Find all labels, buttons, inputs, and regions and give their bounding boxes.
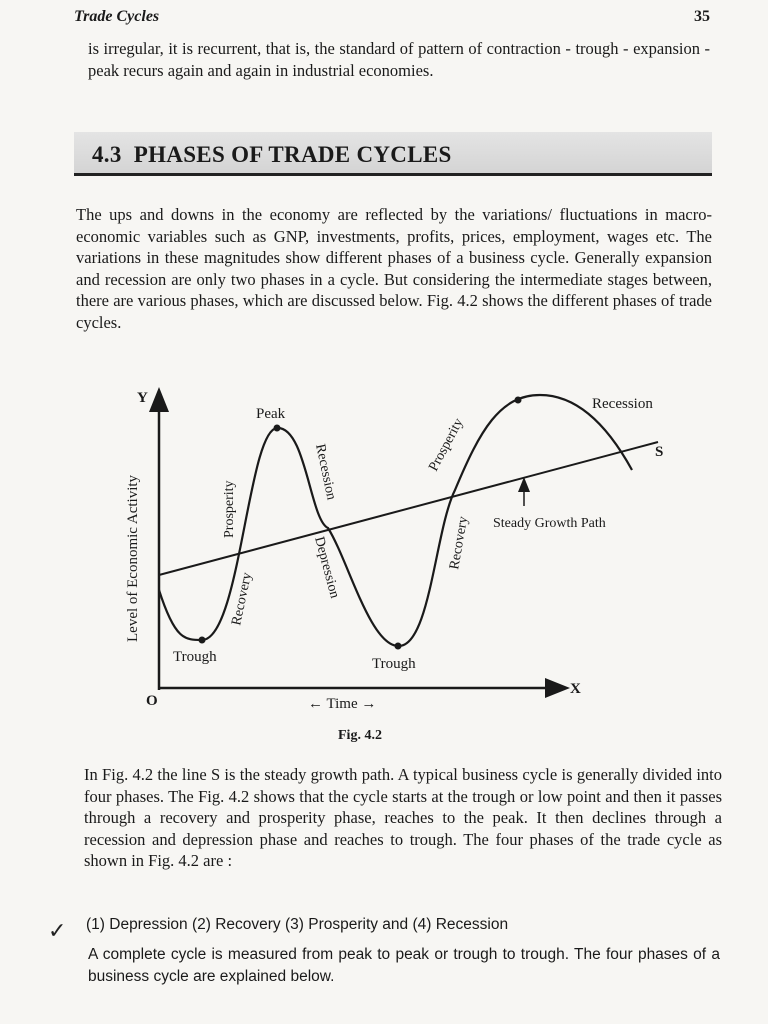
figure-caption: Fig. 4.2 — [338, 728, 382, 743]
peak-point — [274, 425, 281, 432]
trend-line-letter: S — [655, 444, 664, 460]
trough-mid-label: Trough — [372, 656, 416, 672]
check-mark-icon: ✓ — [48, 918, 67, 943]
trend-line-label: Steady Growth Path — [493, 516, 606, 531]
trough-point-left — [199, 637, 206, 644]
peak-point-right — [515, 397, 522, 404]
final-paragraph: A complete cycle is measured from peak to peak or trough to trough. The four phases of a business cycle are explained below. — [88, 946, 720, 985]
x-axis-letter: X — [570, 681, 581, 697]
intro-paragraph: is irregular, it is recurrent, that is, the standard of pattern of contraction - trough - expansion - peak recurs again and again in industrial economies. — [88, 39, 710, 80]
phases-paragraph: The ups and downs in the economy are reflected by the variations/ fluctuations in macro-economic variables such as GNP, investments, profits, prices, employment, wages etc. The variations in these magnitudes show different phases of a business cycle. Generally expansion and recession are only two phases in a cycle. But considering the intermediate stages between, there are various phases, which are discussed below. Fig. 4.2 shows the different phases of trade cycles. — [76, 205, 712, 332]
section-number: 4.3 — [92, 142, 122, 167]
running-title: Trade Cycles — [74, 8, 160, 25]
y-axis-label: Level of Economic Activity — [125, 474, 141, 642]
recovery-left-label: Recovery — [229, 571, 256, 627]
section-title: PHASES OF TRADE CYCLES — [133, 142, 452, 167]
depression-mid-label: Depression — [311, 535, 342, 600]
page-number: 35 — [694, 8, 710, 25]
trough-left-label: Trough — [173, 649, 217, 665]
origin-label: O — [146, 693, 158, 709]
recovery-right-label: Recovery — [447, 515, 472, 571]
peak-label: Peak — [256, 406, 286, 422]
x-axis-label: ← Time → — [308, 696, 377, 712]
y-axis-letter: Y — [137, 390, 148, 406]
recession-top-label: Recession — [592, 396, 653, 412]
figure-paragraph: In Fig. 4.2 the line S is the steady growth path. A typical business cycle is generally divided into four phases. The Fig. 4.2 shows that the cycle starts at the trough or low point and then it passes through a recovery and prosperity phase, reaches to the peak. It then declines through a recession and depression phase and reaches to trough. The four phases of the trade cycle as shown in Fig. 4.2 are : — [84, 765, 722, 870]
trough-point-mid — [395, 643, 402, 650]
recession-mid-label: Recession — [312, 442, 339, 502]
phases-list: (1) Depression (2) Recovery (3) Prosperity and (4) Recession — [86, 916, 509, 933]
prosperity-right-label: Prosperity — [426, 416, 467, 474]
prosperity-left-label: Prosperity — [222, 480, 237, 538]
